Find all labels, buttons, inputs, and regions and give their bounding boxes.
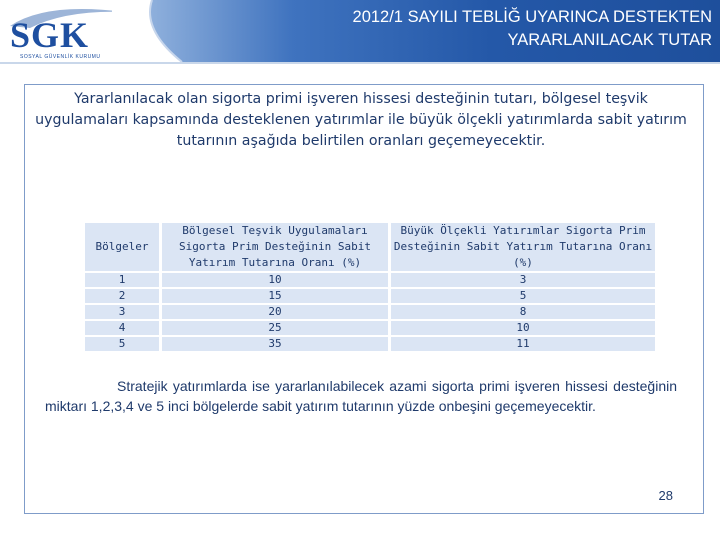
large-scale-rate-cell: 11: [391, 337, 655, 351]
region-cell: 5: [85, 337, 159, 351]
intro-paragraph: Yararlanılacak olan sigorta primi işveren hissesi desteğinin tutarı, bölgesel teşvik uygulamaları kapsamında desteklenen yatırımlar ile büyük ölçekli yatırımlarda sabit yatırım tutarının aşağıda belirtilen oranları geçemeyecektir.: [35, 91, 687, 149]
regional-rate-cell: 15: [162, 289, 388, 303]
table-row: [85, 273, 655, 287]
region-cell: 2: [85, 289, 159, 303]
slide-title-line1: 2012/1 SAYILI TEBLİĞ UYARINCA DESTEKTEN: [352, 8, 712, 26]
table-row: [85, 289, 655, 303]
rates-table: [82, 221, 658, 353]
strategic-investment-paragraph: Stratejik yatırımlarda ise yararlanılabilecek azami sigorta primi işveren hissesi desteğinin miktarı 1,2,3,4 ve 5 inci bölgelerde sabit yatırım tutarının yüzde onbeşini geçemeyecektir.: [45, 378, 677, 414]
large-scale-rate-cell: 5: [391, 289, 655, 303]
header-regions: Bölgeler: [85, 223, 159, 271]
content-box: [24, 84, 704, 514]
large-scale-rate-cell: 8: [391, 305, 655, 319]
page-number: 28: [658, 488, 673, 503]
header-regional-incentive: Bölgesel Teşvik Uygulamaları Sigorta Prim Desteğinin Sabit Yatırım Tutarına Oranı (%): [162, 223, 388, 271]
header-large-scale: Büyük Ölçekli Yatırımlar Sigorta Prim Desteğinin Sabit Yatırım Tutarına Oranı (%): [391, 223, 655, 271]
regional-rate-cell: 35: [162, 337, 388, 351]
regional-rate-cell: 25: [162, 321, 388, 335]
region-cell: 3: [85, 305, 159, 319]
header-curve-icon: [112, 0, 192, 62]
table-row: [85, 337, 655, 351]
slide-title: [192, 6, 712, 52]
table-row: [85, 305, 655, 319]
header-divider: [0, 62, 720, 64]
large-scale-rate-cell: 3: [391, 273, 655, 287]
slide-header: [0, 0, 720, 62]
region-cell: 1: [85, 273, 159, 287]
table-header-row: [85, 223, 655, 271]
logo-text: SGK: [10, 15, 90, 55]
logo-subtitle: SOSYAL GÜVENLİK KURUMU: [20, 54, 101, 60]
regional-rate-cell: 10: [162, 273, 388, 287]
region-cell: 4: [85, 321, 159, 335]
regional-rate-cell: 20: [162, 305, 388, 319]
table-row: [85, 321, 655, 335]
large-scale-rate-cell: 10: [391, 321, 655, 335]
slide-title-line2: YARARLANILACAK TUTAR: [507, 31, 712, 49]
